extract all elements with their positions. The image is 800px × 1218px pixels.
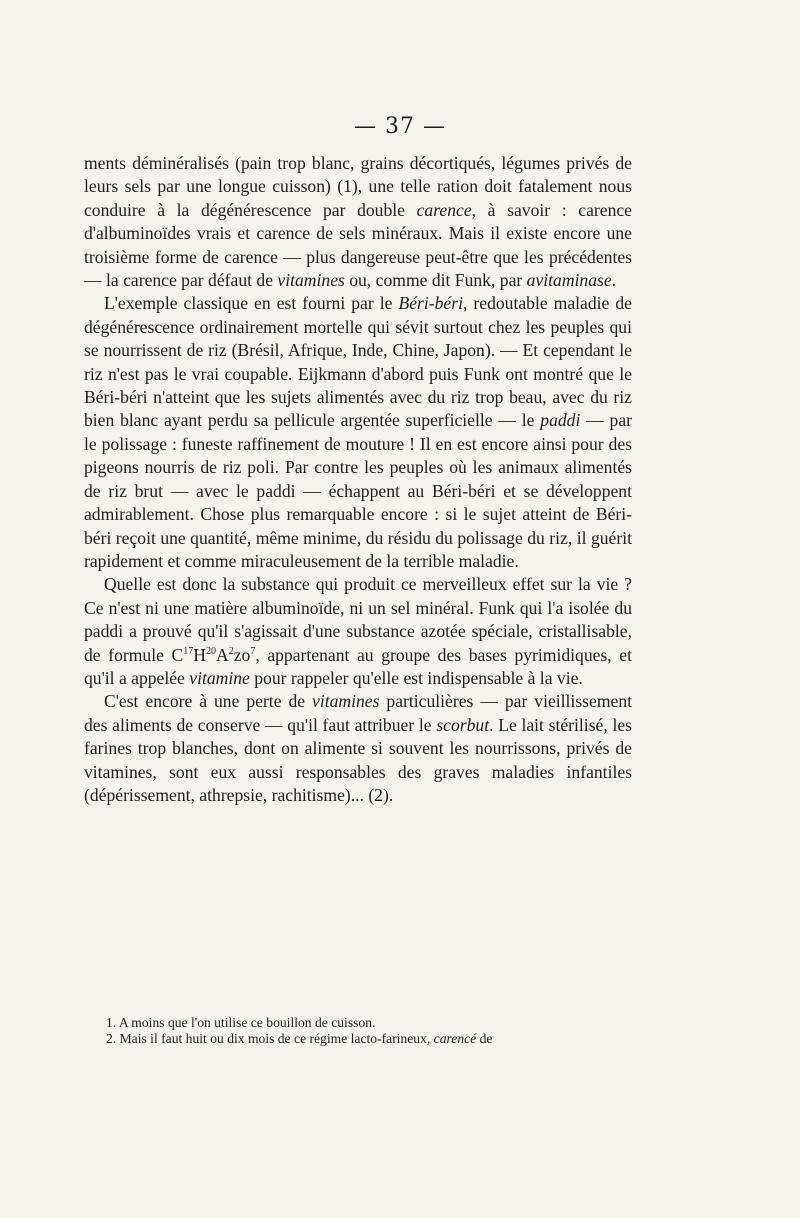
text-run: , à savoir : carence d'albuminoïdes vrais et carence de sels minéraux. Mais il existe encore une troisième forme de carence — plus dangereuse peut-être que les précédentes — la carence par défaut de: [84, 199, 632, 291]
paragraph: [84, 152, 632, 292]
paragraph: [84, 292, 632, 573]
text-run: 2. Mais il faut huit ou dix mois de ce régime lacto-farineux,: [106, 1031, 434, 1046]
italic-term: avitaminase: [526, 270, 612, 291]
superscript: 2: [228, 645, 234, 657]
text-run: .: [611, 270, 617, 291]
body-text: [84, 152, 632, 807]
italic-term: vitamine: [189, 667, 250, 688]
italic-term: Béri-béri: [398, 293, 463, 314]
italic-term: scorbut: [436, 714, 490, 735]
italic-term: vitamines: [277, 270, 345, 291]
footnote: [84, 1015, 632, 1031]
text-run: Quelle est donc la substance qui produit ce merveilleux effet sur la vie ? Ce n'est ni une matière albuminoïde, ni un sel minéral. Funk qui l'a isolée du paddi a prouvé qu'il s'agissait d'une substance azotée spéciale, cristallisable, de formule C: [84, 574, 632, 665]
text-run: 1. A moins que l'on utilise ce bouillon de cuisson.: [106, 1015, 376, 1030]
text-run: de: [476, 1031, 493, 1046]
superscript: 7: [250, 645, 256, 657]
superscript: 17: [183, 645, 194, 657]
text-run: ments déminéralisés (pain trop blanc, grains décortiqués, légumes privés de leurs sels par une longue cuisson) (1), une telle ration doit fatalement nous conduire à la dégénérescence par double: [84, 153, 632, 220]
text-run: , appartenant au groupe des bases pyrimidiques, et qu'il a appelée: [84, 644, 632, 688]
footnotes: [84, 1015, 632, 1047]
paragraph: [84, 573, 632, 690]
italic-term: paddi: [540, 410, 581, 431]
page-number: — 37 —: [354, 114, 446, 139]
text-run: ou, comme dit Funk, par: [344, 270, 527, 291]
text-run: . Le lait stérilisé, les farines trop blanches, dont on alimente si souvent les nourrissons, privés de vitamines, sont eux aussi responsables des graves maladies infantiles (dépérissement, athrepsie, rachitisme)... (2).: [84, 714, 633, 805]
text-run: pour rappeler qu'elle est indispensable à la vie.: [249, 667, 583, 688]
italic-term: carence: [416, 199, 472, 220]
text-run: zo: [233, 644, 251, 665]
text-run: , redoutable maladie de dégénérescence ordinairement mortelle qui sévit surtout chez les peuples qui se nourrissent de riz (Brésil, Afrique, Inde, Chine, Japon). — Et cependant le riz n'est pas le vrai coupable. Eijkmann d'abord puis Funk ont montré que le Béri-béri n'atteint que les sujets alimentés avec du riz trop beau, avec du riz bien blanc ayant perdu sa pellicule argentée superficielle — le: [84, 293, 632, 431]
footnote: [84, 1031, 632, 1047]
text-run: L'exemple classique en est fourni par le: [104, 293, 399, 314]
text-run: H: [193, 644, 206, 665]
superscript: 20: [205, 645, 216, 657]
text-run: A: [215, 644, 229, 665]
italic-term: vitamines: [312, 691, 380, 712]
text-run: — par le polissage : funeste raffinement de mouture ! Il en est encore ainsi pour des pigeons nourris de riz poli. Par contre les peuples où les animaux alimentés de riz brut — avec le paddi — échappent au Béri-béri et se développent admirablement. Chose plus remarquable encore : si le sujet atteint de Béri-béri reçoit une quantité, même minime, du résidu du polissage du riz, il guérit rapidement et comme miraculeusement de la terrible maladie.: [84, 410, 632, 571]
italic-term: carencé: [433, 1031, 477, 1046]
text-run: C'est encore à une perte de: [104, 691, 313, 712]
text-run: particulières — par vieillissement des aliments de conserve — qu'il faut attribuer le: [84, 691, 633, 735]
paragraph: [84, 690, 632, 807]
